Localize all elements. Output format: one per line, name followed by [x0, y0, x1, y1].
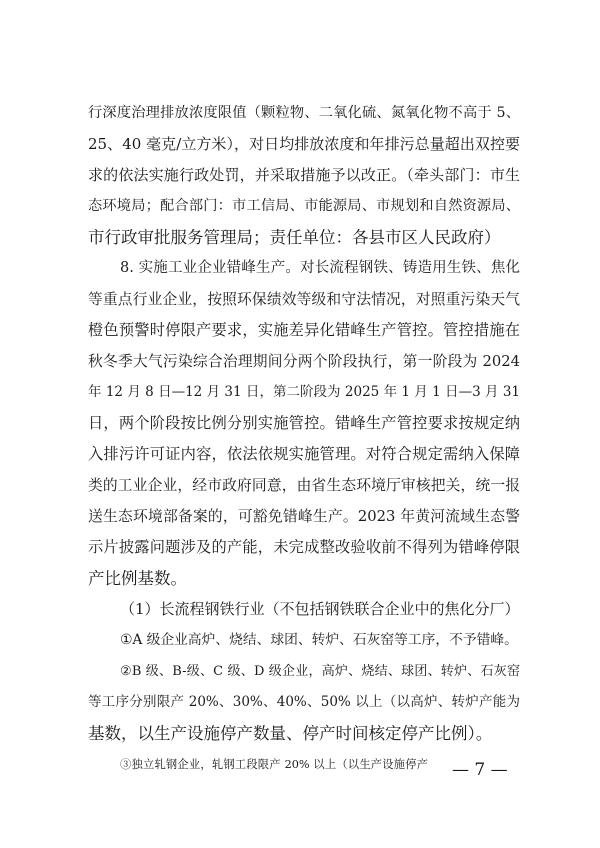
- item-a-grade: [88, 625, 520, 656]
- text-line: 年 12 月 8 日—12 月 31 日，第二阶段为 2025 年 1 月 1 日—3 月 31: [88, 384, 520, 400]
- text-line: 橙色预警时停限产要求，实施差异化错峰生产管控。管控措施在: [88, 321, 520, 339]
- text-line: 行深度治理排放浓度限值（颗粒物、二氧化硫、氮氧化物不高于 5、: [88, 105, 520, 121]
- paragraph-8-staggered-production: [88, 253, 520, 594]
- text-line: 产比例基数。: [88, 569, 187, 588]
- text-line: 送生态环境部备案的，可豁免错峰生产。2023 年黄河流域生态警: [88, 508, 520, 525]
- text-line: 8. 实施工业企业错峰生产。对长流程钢铁、铸造用生铁、焦化: [120, 260, 520, 276]
- text-line: 入排污许可证内容，依法依规实施管理。对符合规定需纳入保障: [88, 445, 520, 463]
- text-line: ②B 级、B-级、C 级、D 级企业，高炉、烧结、球团、转炉、石灰窑: [120, 664, 520, 679]
- text-line: 等工序分别限产 20%、30%、40%、50% 以上（以高炉、转炉产能为: [88, 694, 520, 710]
- text-line: 求的依法实施行政处罚，并采取措施予以改正。（牵头部门：市生: [88, 166, 520, 184]
- text-line: 基数，以生产设施停产数量、停产时间核定停产比例）。: [88, 724, 493, 743]
- text-line: 日，两个阶段按比例分别实施管控。错峰生产管控要求按规定纳: [88, 414, 520, 432]
- item-bcd-grade: [88, 656, 520, 749]
- text-line: 态环境局；配合部门：市工信局、市能源局、市规划和自然资源局、: [88, 198, 520, 214]
- text-line: ③独立轧钢企业，轧钢工段限产 20% 以上（以生产设施停产: [120, 758, 428, 771]
- text-line: 示片披露问题涉及的产能，未完成整改验收前不得列为错峰停限: [88, 538, 520, 556]
- text-line: 等重点行业企业，按照环保绩效等级和守法情况，对照重污染天气: [88, 291, 520, 308]
- text-line: 25、40 毫克/立方米），对日均排放浓度和年排污总量超出双控要: [88, 135, 520, 153]
- text-line: ①A 级企业高炉、烧结、球团、转炉、石灰窑等工序，不予错峰。: [120, 632, 518, 648]
- text-line: 秋冬季大气污染综合治理期间分两个阶段执行，第一阶段为 2024: [88, 353, 520, 370]
- paragraph-1: [88, 98, 520, 253]
- text-line: （1）长流程钢铁行业（不包括钢铁联合企业中的焦化分厂）: [120, 600, 520, 618]
- subheading-steel-industry: [88, 594, 520, 625]
- page-number: — 7 —: [452, 760, 508, 780]
- item-rolling-mill: [88, 749, 428, 780]
- text-line: 市行政审批服务管理局；责任单位：各县市区人民政府）: [88, 228, 501, 247]
- text-line: 类的工业企业，经市政府同意，由省生态环境厅审核把关，统一报: [88, 477, 520, 494]
